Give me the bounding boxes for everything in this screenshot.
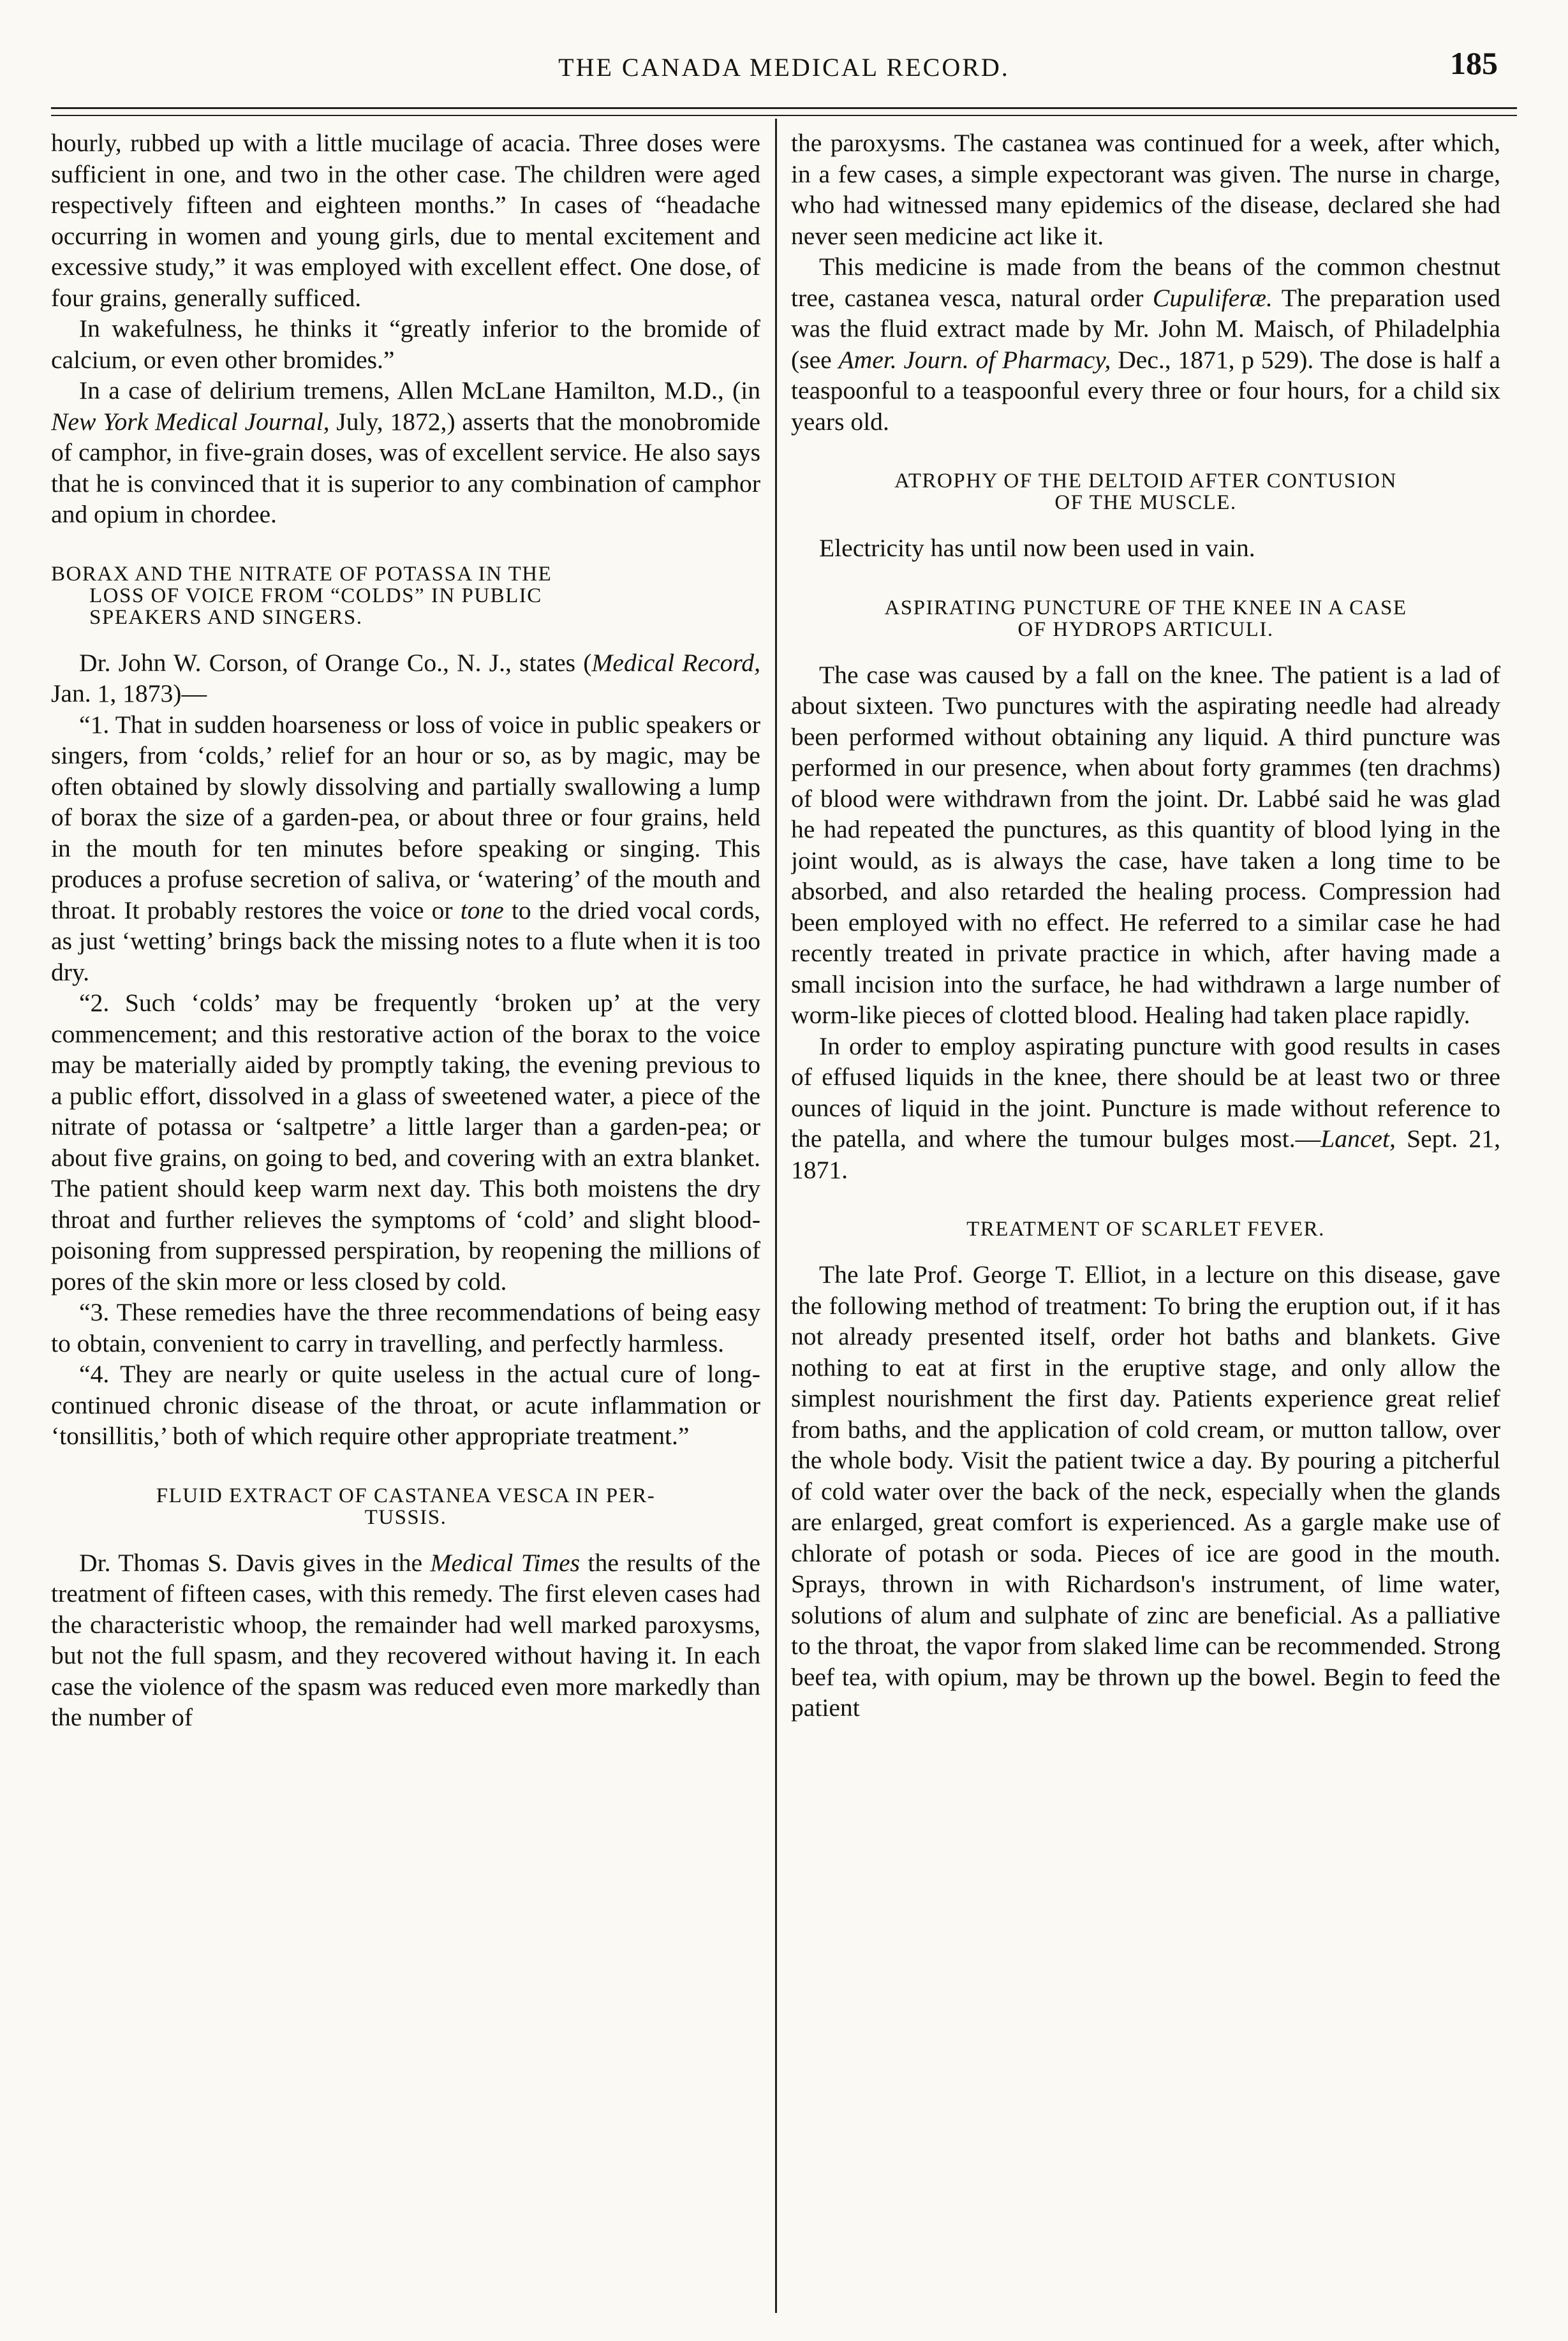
- heading-line: TREATMENT OF SCARLET FEVER.: [966, 1218, 1325, 1241]
- section-heading-scarlet-fever: [791, 1218, 1500, 1240]
- paragraph: the paroxysms. The castanea was continued for a week, after which, in a few cases, a simple expectorant was given. The nurse in charge, who had witnessed many epidemics of the disease, declared she had never seen medicine act like it.: [791, 129, 1500, 250]
- text-run: In order to employ aspirating puncture with good results in cases of effused liquids in the knee, there should be at least two or three ounces of liquid in the joint. Puncture is made without reference to the patella, and where the tumour bulges most.—: [791, 1031, 1500, 1153]
- section-heading-aspirating: [791, 597, 1500, 640]
- journal-title: Medical Times: [430, 1548, 581, 1577]
- heading-line: FLUID EXTRACT OF CASTANEA VESCA IN PER-: [156, 1484, 656, 1507]
- paragraph: [791, 1031, 1500, 1186]
- text-run: July, 1872,) asserts that the monobromide of camphor, in five-grain doses, was of excellent service. He also says that he is convinced that it is superior to any combination of camphor and opium in chordee.: [51, 407, 760, 528]
- section-heading-fluid-extract: [51, 1485, 760, 1528]
- left-column: [51, 128, 760, 2315]
- heading-line: TUSSIS.: [364, 1505, 447, 1529]
- text-run: In a case of delirium tremens, Allen McLane Hamilton, M.D., (in: [79, 376, 760, 404]
- column-divider: [775, 119, 777, 2313]
- text-run: The preparation used was the fluid extract made by Mr. John M. Maisch, of Philadelphia (see: [791, 283, 1500, 374]
- paragraph: The late Prof. George T. Elliot, in a lecture on this disease, gave the following method of treatment: To bring the eruption out, if it has not already presented itself, order hot baths and blankets. Give nothing to eat at first in the eruptive stage, and only allow the simplest nourishment the first day. Patients experience great relief from baths, and the application of cold cream, or mutton tallow, over the whole body. Visit the patient twice a day. By pouring a pitcherful of cold water over the back of the neck, especially when the glands are enlarged, great comfort is experienced. As a gargle make use of chlorate of potash or soda. Pieces of ice are good in the mouth. Sprays, thrown in with Richardson's instrument, of lime water, solutions of alum and sulphate of zinc are beneficial. As a palliative to the throat, the vapor from slaked lime can be recommended. Strong beef tea, with opium, may be thrown up the bowel. Begin to feed the patient: [791, 1260, 1500, 1722]
- text-run: This medicine is made from the beans of the common chestnut tree, castanea vesca, natural order: [791, 253, 1500, 312]
- section-heading-borax: [51, 563, 760, 628]
- journal-title: Medical Record,: [591, 648, 760, 677]
- page-number: 185: [1450, 45, 1498, 81]
- right-column: [791, 128, 1500, 2315]
- text-run: Sept. 21, 1871.: [791, 1125, 1500, 1184]
- paragraph: In wakefulness, he thinks it “greatly inferior to the bromide of calcium, or even other bromides.”: [51, 314, 760, 374]
- section-heading-atrophy: [791, 470, 1500, 513]
- heading-line: OF HYDROPS ARTICULI.: [1017, 617, 1274, 641]
- paragraph: hourly, rubbed up with a little mucilage of acacia. Three doses were sufficient in one, and two in the other case. The children were aged respectively fifteen and eighteen months.” In cases of “headache occurring in women and young girls, due to mental excitement and excessive study,” it was employed with excellent effect. One dose, of four grains, generally sufficed.: [51, 129, 760, 312]
- journal-title: Lancet,: [1320, 1125, 1396, 1153]
- text-run: Dr. John W. Corson, of Orange Co., N. J., states (: [79, 648, 592, 677]
- paragraph: “2. Such ‘colds’ may be frequently ‘broken up’ at the very commencement; and this restorative action of the borax to the voice may be materially aided by promptly taking, the evening previous to a public effort, dissolved in a glass of sweetened water, a piece of the nitrate of potassa or ‘saltpetre’ a little larger than a garden-pea; or about five grains, on going to bed, and covering with an extra blanket. The patient should keep warm next day. This both moistens the dry throat and further relieves the symptoms of ‘cold’ and slight blood-poisoning from suppressed perspiration, by reopening the millions of pores of the skin more or less closed by cold.: [51, 989, 760, 1296]
- header-rule: [51, 107, 1517, 109]
- heading-line: OF THE MUSCLE.: [1054, 491, 1237, 514]
- text-run: Dr. Thomas S. Davis gives in the: [79, 1548, 431, 1577]
- paragraph: [51, 709, 760, 988]
- journal-title: Amer. Journ. of Pharmacy,: [838, 345, 1111, 374]
- heading-line: ASPIRATING PUNCTURE OF THE KNEE IN A CASE: [884, 596, 1407, 619]
- text-run: “1. That in sudden hoarseness or loss of voice in public speakers or singers, from ‘colds,’ relief for an hour or so, as by magic, may be often obtained by slowly dissolving and partially swallowing a lump of borax the size of a garden-pea, or about three or four grains, held in the mouth for ten minutes before speaking or singing. This produces a profuse secretion of saliva, or ‘watering’ of the mouth and throat. It probably restores the voice or: [51, 710, 760, 924]
- botanical-order: Cupuliferæ.: [1152, 283, 1273, 312]
- paragraph: [791, 251, 1500, 437]
- text-run: Dec., 1871, p 529). The dose is half a teaspoonful to a teaspoonful every three or four hours, for a child six years old.: [791, 345, 1500, 436]
- heading-line: ATROPHY OF THE DELTOID AFTER CONTUSION: [894, 469, 1397, 492]
- paragraph: The case was caused by a fall on the knee. The patient is a lad of about sixteen. Two punctures with the aspirating needle had already been performed without obtaining any liquid. A third puncture was performed in our presence, when about forty grammes (ten drachms) of blood were withdrawn from the joint. Dr. Labbé said he was glad he had repeated the punctures, as this quantity of blood lying in the joint would, as is always the case, have taken a long time to be absorbed, and also retarded the healing process. Compression had been employed with no effect. He referred to a similar case he had recently treated in private practice in which, after having made a small incision into the surface, he had withdrawn a large number of worm-like pieces of clotted blood. Healing had taken place rapidly.: [791, 660, 1500, 1029]
- header-rule-secondary: [51, 115, 1517, 116]
- text-run: the results of the treatment of fifteen cases, with this remedy. The first eleven cases had the characteristic whoop, the remainder had well marked paroxysms, but not the full spasm, and they recovered without having it. In each case the violence of the spasm was reduced even more markedly than the number of: [51, 1548, 760, 1731]
- text-run: to the dried vocal cords, as just ‘wetting’ brings back the missing notes to a flute when it is too dry.: [51, 896, 760, 986]
- heading-line: BORAX AND THE NITRATE OF POTASSA IN THE: [51, 562, 552, 586]
- journal-title: New York Medical Journal,: [51, 407, 330, 436]
- paragraph: “4. They are nearly or quite useless in the actual cure of long-continued chronic disease of the throat, or acute inflammation or ‘tonsillitis,’ both of which require other appropriate treatment.”: [51, 1360, 760, 1450]
- paragraph: [51, 375, 760, 530]
- heading-line: LOSS OF VOICE FROM “COLDS” IN PUBLIC: [89, 584, 542, 607]
- paragraph: Electricity has until now been used in vain.: [819, 534, 1255, 562]
- paragraph: “3. These remedies have the three recommendations of being easy to obtain, convenient to carry in travelling, and perfectly harmless.: [51, 1298, 760, 1357]
- running-header: THE CANADA MEDICAL RECORD.: [558, 53, 1010, 82]
- paragraph: [51, 647, 760, 709]
- emphasis: tone: [460, 896, 504, 924]
- text-run: Jan. 1, 1873)—: [51, 679, 207, 707]
- heading-line: SPEAKERS AND SINGERS.: [89, 605, 363, 629]
- paragraph: [51, 1547, 760, 1733]
